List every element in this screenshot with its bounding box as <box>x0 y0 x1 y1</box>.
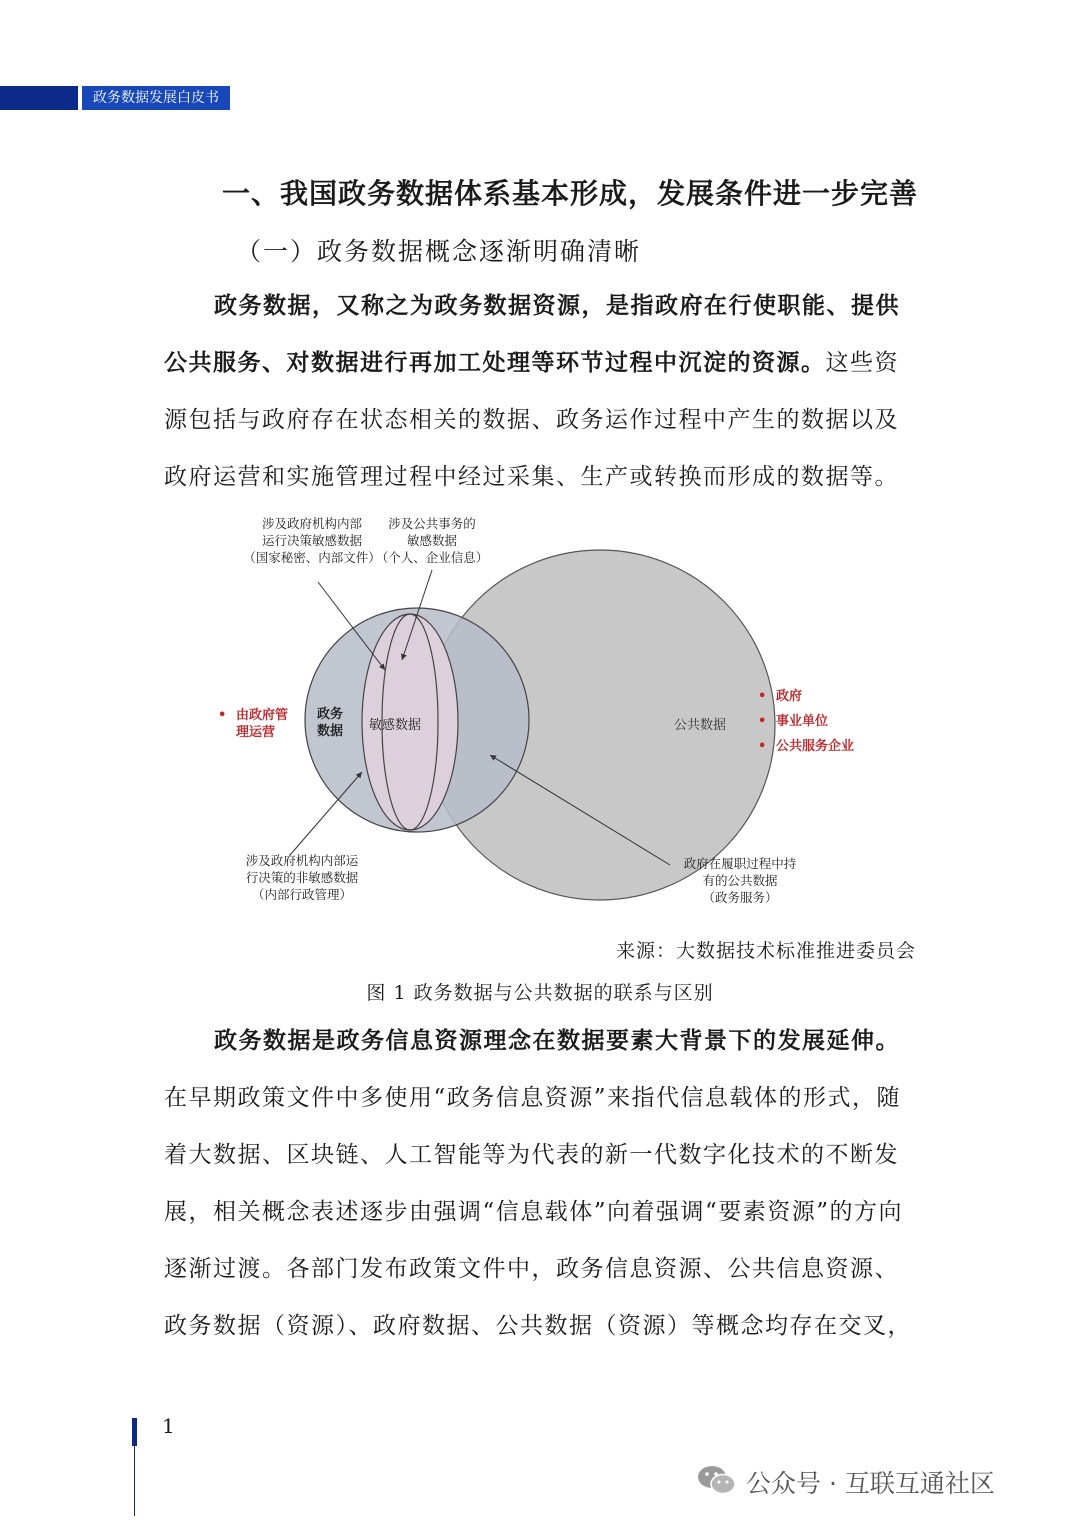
section-title: 一、我国政务数据体系基本形成，发展条件进一步完善 <box>222 177 919 210</box>
label-bottom-left-line: 行决策的非敏感数据 <box>245 870 359 885</box>
gov-data-label-line: 政务 <box>316 707 344 722</box>
paragraph-2 <box>164 1013 916 1355</box>
left-managed-label <box>236 707 288 740</box>
right-list-item: 公共服务企业 <box>776 739 855 754</box>
page-margin-line <box>134 1446 135 1516</box>
watermark-text: 公众号 · 互联互通社区 <box>746 1469 995 1498</box>
label-top-left-line: 运行决策敏感数据 <box>261 533 363 548</box>
figure-source: 来源：大数据技术标准推进委员会 <box>615 940 916 962</box>
label-top-left <box>243 516 381 565</box>
subsection-title: （一）政务数据概念逐渐明确清晰 <box>236 237 642 266</box>
label-bottom-right-line: （政务服务） <box>702 890 778 905</box>
label-top-right-line: （个人、企业信息） <box>375 550 489 565</box>
paragraph-2-bold: 政务数据是政务信息资源理念在数据要素大背景下的发展延伸。 <box>214 1028 900 1054</box>
label-top-right-line: 敏感数据 <box>406 533 458 548</box>
left-bullet: • <box>218 708 227 723</box>
left-managed-line: 由政府管 <box>236 708 289 723</box>
page-number-accent <box>132 1418 137 1446</box>
label-bottom-right-line: 政府在履职过程中持 <box>683 856 797 871</box>
label-top-left-line: 涉及政府机构内部 <box>261 516 363 531</box>
paragraph-1-bold: 政务数据，又称之为政务数据资源，是指政府在行使职能、提供公共服务、对数据进行再加工处理等环节过程中沉淀的资源。 <box>164 293 900 376</box>
wechat-icon <box>696 1462 738 1498</box>
label-bottom-right <box>684 856 797 905</box>
label-top-right-line: 涉及公共事务的 <box>388 516 476 531</box>
venn-diagram <box>180 510 920 910</box>
left-managed-line: 理运营 <box>236 725 276 740</box>
right-list-item: 政府 <box>776 689 803 704</box>
label-bottom-left-line: 涉及政府机构内部运 <box>245 853 359 868</box>
label-top-right <box>376 516 489 565</box>
figure-caption: 图 1 政务数据与公共数据的联系与区别 <box>366 982 714 1004</box>
right-list-item: 事业单位 <box>776 714 829 729</box>
label-top-left-line: （国家秘密、内部文件） <box>243 550 381 565</box>
label-bottom-left-line: （内部行政管理） <box>251 887 353 902</box>
label-bottom-right-line: 有的公共数据 <box>702 873 778 888</box>
right-bullet: • <box>758 739 767 754</box>
right-bullet: • <box>758 714 767 729</box>
label-bottom-left <box>246 853 359 902</box>
public-data-label: 公共数据 <box>673 718 727 733</box>
sensitive-data-label: 敏感数据 <box>368 718 422 733</box>
page-number: 1 <box>162 1414 175 1438</box>
paragraph-1-normal: 这些资源包括与政府存在状态相关的数据、政务运作过程中产生的数据以及政府运营和实施管理过程中经过采集、生产或转换而形成的数据等。 <box>164 350 899 490</box>
paragraph-1 <box>164 278 916 506</box>
header-tab-label: 政务数据发展白皮书 <box>93 90 219 106</box>
header-accent-bar <box>0 86 78 110</box>
gov-data-label-line: 数据 <box>316 724 344 739</box>
right-bullet: • <box>758 689 767 704</box>
paragraph-2-normal: 在早期政策文件中多使用“政务信息资源”来指代信息载体的形式，随着大数据、区块链、人工智能等为代表的新一代数字化技术的不断发展，相关概念表述逐步由强调“信息载体”向着强调“要素资源”的方向逐渐过渡。各部门发布政策文件中，政务信息资源、公共信息资源、政务数据（资源）、政府数据、公共数据（资源）等概念均存在交叉， <box>164 1085 912 1339</box>
